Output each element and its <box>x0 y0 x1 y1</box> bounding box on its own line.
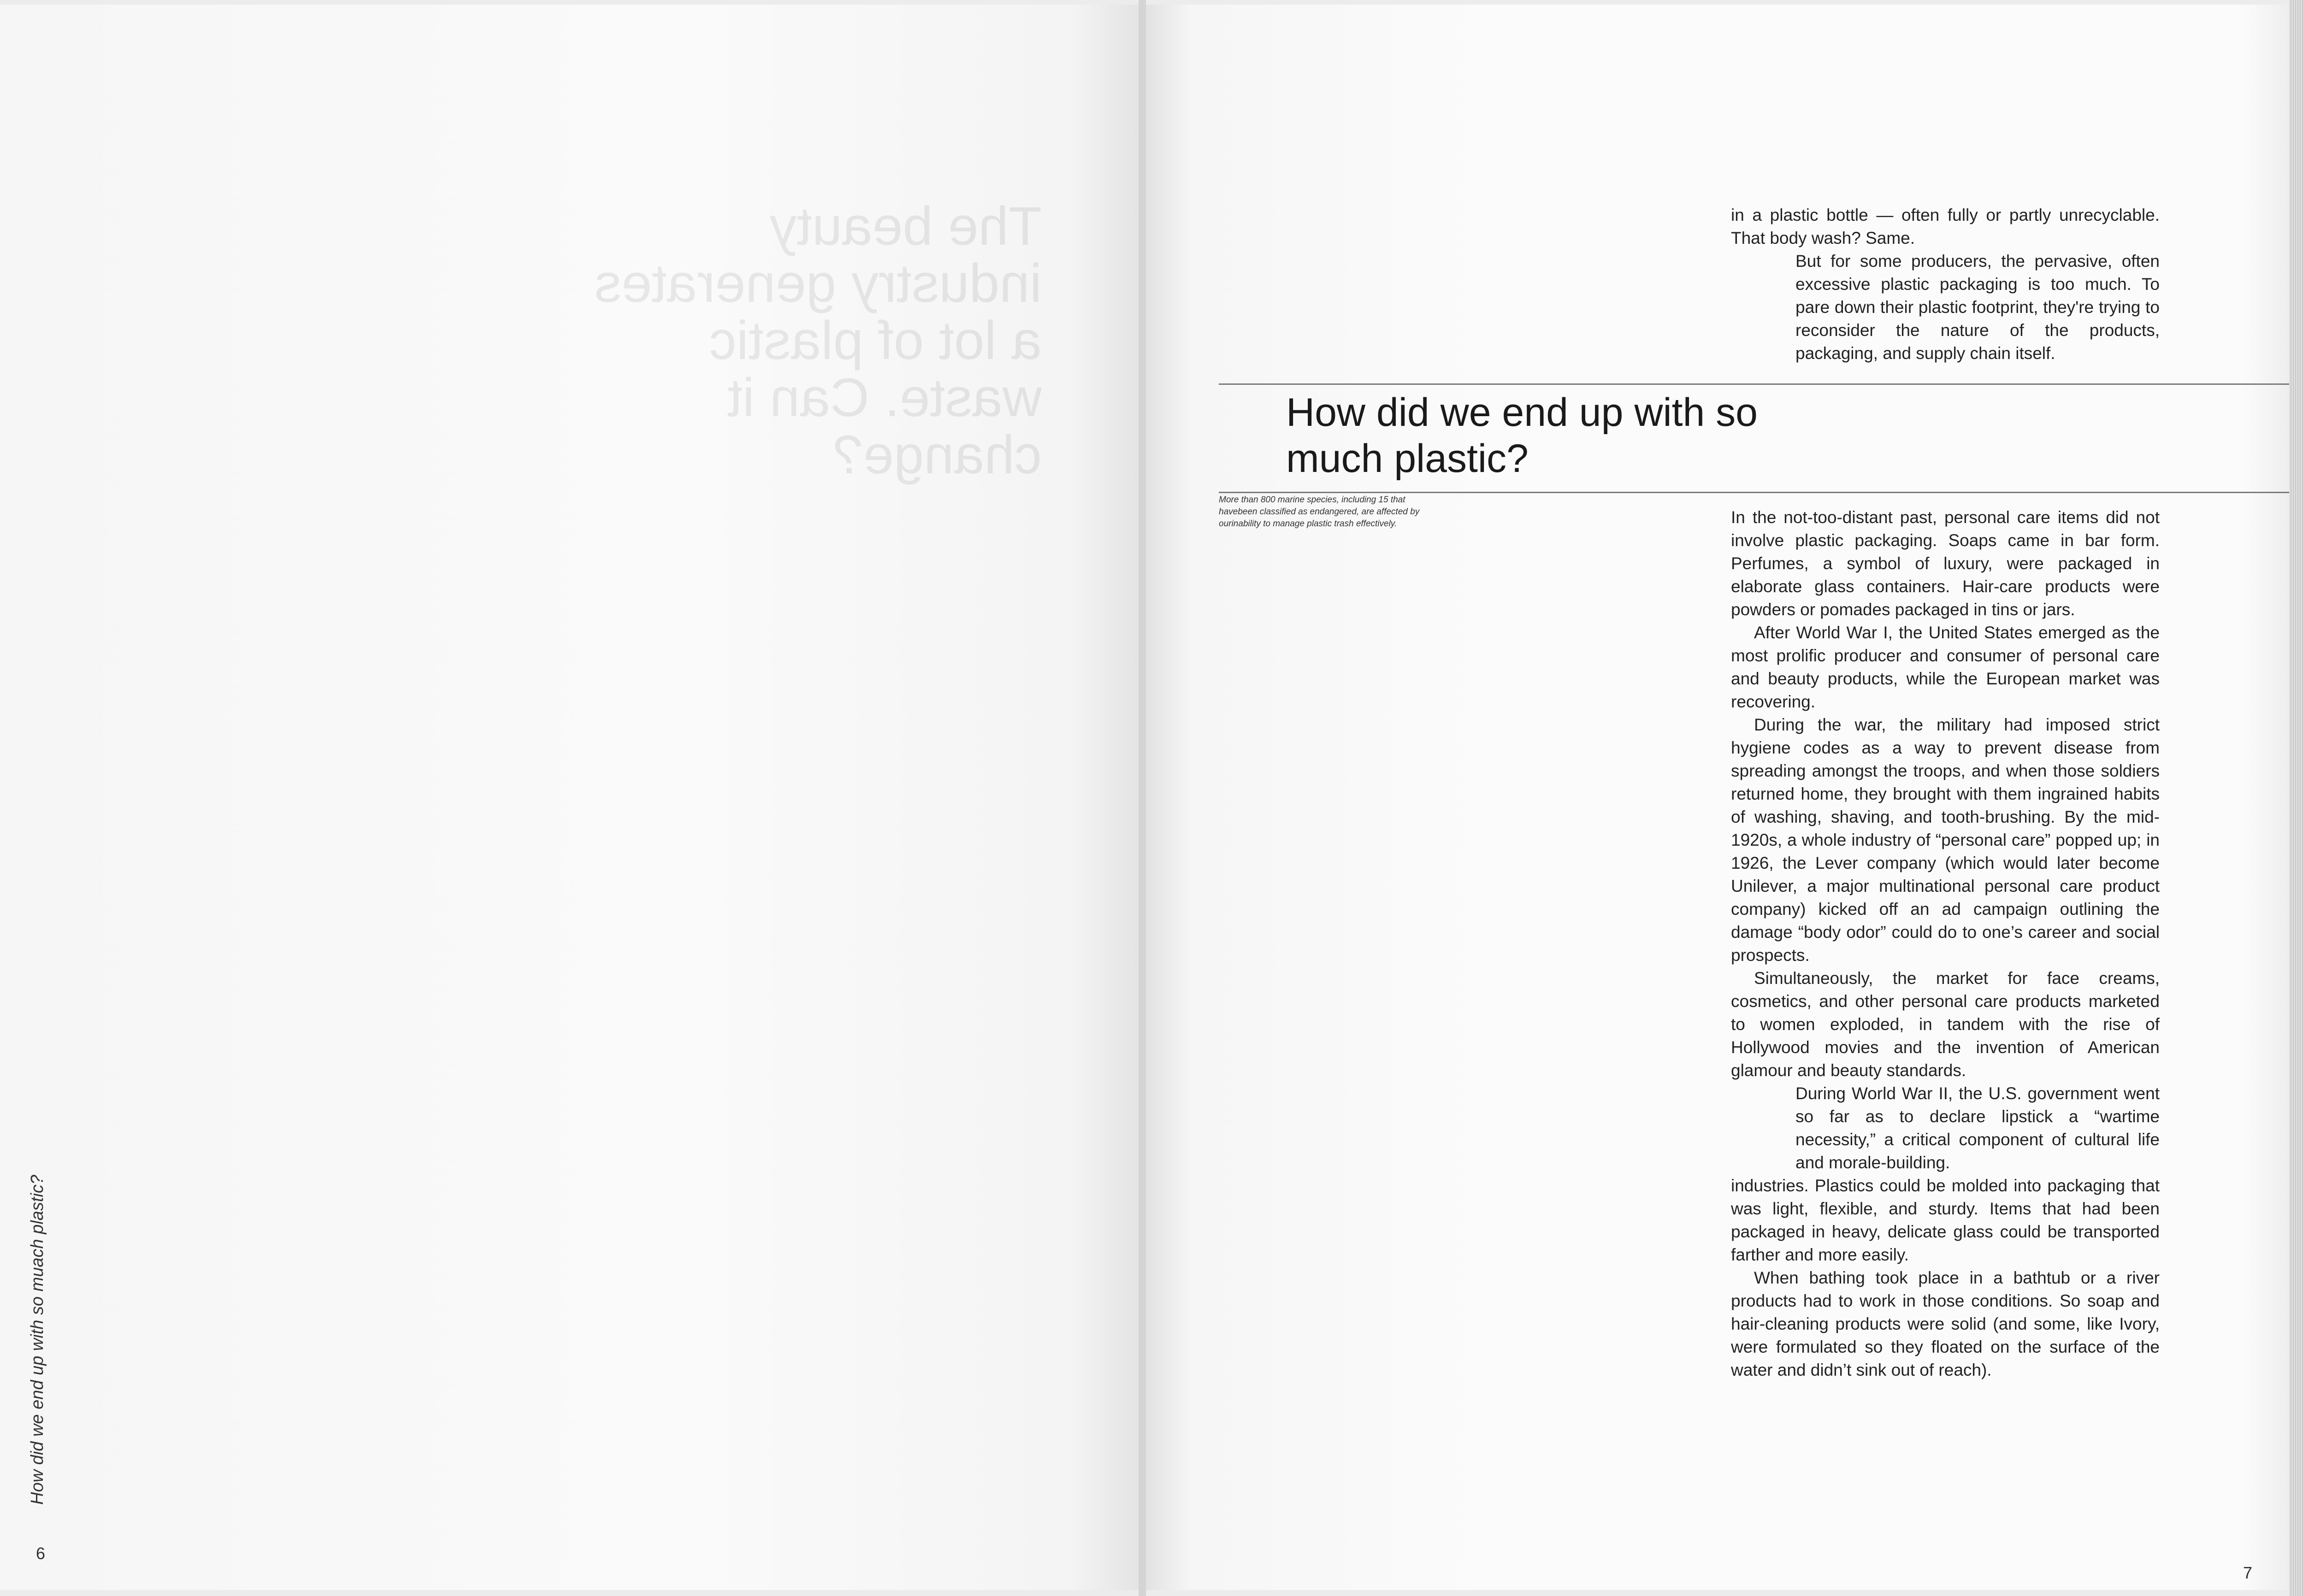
paragraph: When bathing took place in a bathtub or a river products had to work in those conditions. So soap and hair-cleaning products were solid (and some, like Ivory, were formulated so they floated on the surface of the water and didn’t sink out of reach). <box>1731 1268 2160 1379</box>
paragraph: During the war, the military had imposed strict hygiene codes as a way to prevent disease from spreading amongst the troops, and when those soldiers returned home, they brought with them ingrained habits of washing, shaving, and tooth-brushing. By the mid-1920s, a whole industry of “personal care” popped up; in 1926, the Lever company (which would later become Unilever, a major multinational personal care product company) kicked off an ad campaign outlining the damage “body odor” could do to one’s career and social prospects. <box>1731 715 2160 965</box>
paragraph: in a plastic bottle — often fully or partly unrecyclable. That body wash? Same. <box>1731 206 2160 247</box>
article-body <box>1731 506 2160 1382</box>
section-heading: How did we end up with so much plastic? <box>1286 390 1758 481</box>
sidebar-caption: More than 800 marine species, including 15 that havebeen classified as endangered, are affected by ourinability to manage plastic trash effectively. <box>1219 495 1420 529</box>
article-intro-continuation <box>1731 204 2160 365</box>
page-stack-edge <box>2289 0 2303 1596</box>
bleed-through-title: The beauty industry generates a lot of plastic waste. Can it change? <box>594 196 1042 485</box>
paragraph: But for some producers, the pervasive, often excessive plastic packaging is too much. To pare down their plastic footprint, they're trying to reconsider the nature of the products, packaging, and supply chain itself. <box>1795 252 2160 363</box>
running-title-vertical: How did we end up with so muach plastic? <box>28 1174 47 1505</box>
bleed-through-text <box>138 198 1042 1378</box>
left-page <box>0 5 1139 1590</box>
page-number-right: 7 <box>2243 1563 2253 1582</box>
page-gutter <box>1139 0 1146 1596</box>
section-rule-bottom <box>1219 492 2289 493</box>
paragraph: After World War I, the United States emerged as the most prolific producer and consumer of personal care and beauty products, while the European market was recovering. <box>1731 623 2160 711</box>
pull-paragraph: During World War II, the U.S. government went so far as to declare lipstick a “wartime necessity,” a critical component of cultural life and morale-building. <box>1795 1084 2160 1172</box>
paragraph: In the not-too-distant past, personal care items did not involve plastic packaging. Soaps came in bar form. Perfumes, a symbol of luxury, were packaged in elaborate glass containers. Hair-care products were powders or pomades packaged in tins or jars. <box>1731 508 2160 619</box>
paragraph: industries. Plastics could be molded into packaging that was light, flexible, and sturdy. Items that had been packaged in heavy, delicate glass could be transported farther and more easily. <box>1731 1176 2160 1264</box>
page-number-left: 6 <box>36 1544 46 1563</box>
paragraph: Simultaneously, the market for face creams, cosmetics, and other personal care products marketed to women exploded, in tandem with the rise of Hollywood movies and the invention of American glamour and beauty standards. <box>1731 969 2160 1080</box>
section-rule-top <box>1219 383 2289 385</box>
